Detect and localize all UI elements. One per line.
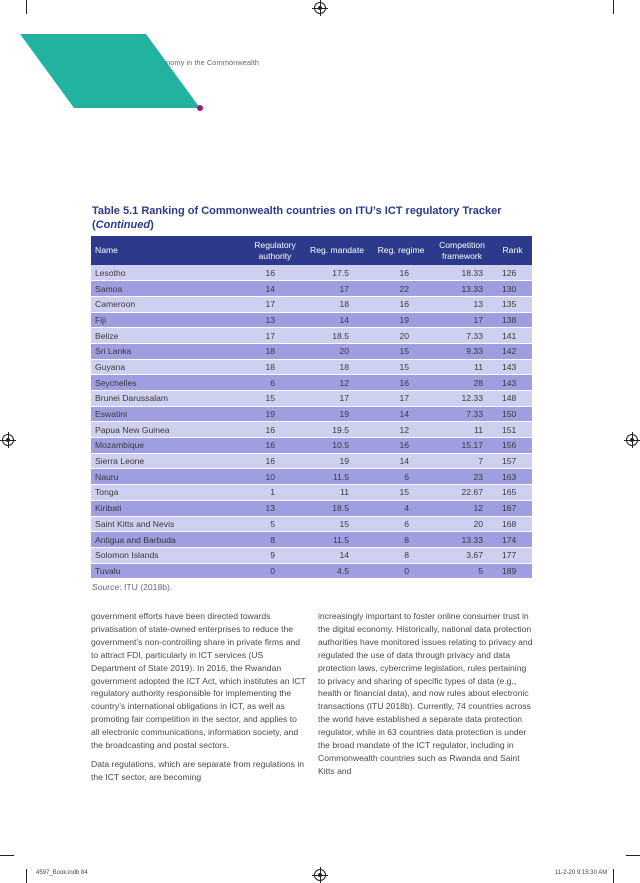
cell-regime: 15 [371, 343, 431, 359]
cell-name: Solomon Islands [91, 547, 247, 563]
table-row [91, 265, 532, 281]
cell-mandate: 11.5 [303, 532, 371, 548]
cell-authority: 1 [247, 485, 303, 501]
cell-authority: 13 [247, 500, 303, 516]
table-row [91, 453, 532, 469]
cell-rank: 126 [493, 265, 532, 281]
cell-rank: 141 [493, 328, 532, 344]
body-paragraph: increasingly important to foster online consumer trust in the digital economy. Historically, national data protection authorities have monitored issues relating to privacy and regulated the use of data through privacy and data protection laws, cybercrime legislation, rules pertaining to privacy and sharing of specific types of data (e.g., health or financial data), and now rules about electronic transactions (ITU 2018b). Currently, 74 countries across the world have established a separate data protection regulator, while in 63 countries data protection is under the broad mandate of the ICT regulator, including in Commonwealth countries such as Rwanda and Saint Kitts and [318, 611, 533, 776]
cell-name: Samoa [91, 281, 247, 297]
registration-mark-icon [2, 434, 14, 446]
table-row [91, 406, 532, 422]
cell-mandate: 19.5 [303, 422, 371, 438]
header-reg-mandate: Reg. mandate [303, 236, 371, 265]
cell-rank: 163 [493, 469, 532, 485]
cell-regime: 4 [371, 500, 431, 516]
cell-competition: 7.33 [431, 328, 493, 344]
body-column-right [318, 610, 534, 784]
table-title-paren-close: ) [150, 219, 154, 231]
cell-regime: 14 [371, 406, 431, 422]
footer-timestamp: 11-2-20 9:15:30 AM [555, 870, 608, 876]
cell-mandate: 14 [303, 312, 371, 328]
cell-regime: 15 [371, 485, 431, 501]
source-label: Source [92, 582, 120, 592]
cell-name: Cameroon [91, 296, 247, 312]
cell-rank: 174 [493, 532, 532, 548]
cell-name: Belize [91, 328, 247, 344]
cell-mandate: 18.5 [303, 328, 371, 344]
cell-regime: 22 [371, 281, 431, 297]
cell-regime: 16 [371, 296, 431, 312]
registration-mark-icon [314, 2, 326, 14]
cell-regime: 17 [371, 391, 431, 407]
cell-authority: 10 [247, 469, 303, 485]
cell-mandate: 19 [303, 406, 371, 422]
cell-mandate: 17 [303, 281, 371, 297]
cell-rank: 157 [493, 453, 532, 469]
table-title-paren-open: ( [92, 219, 96, 231]
crop-mark [626, 855, 640, 856]
cell-mandate: 15 [303, 516, 371, 532]
cell-authority: 18 [247, 343, 303, 359]
cell-authority: 16 [247, 438, 303, 454]
cell-regime: 12 [371, 422, 431, 438]
table-title-continued: Continued [95, 219, 151, 231]
cell-name: Tuvalu [91, 563, 247, 579]
cell-name: Kiribati [91, 500, 247, 516]
body-column-left [91, 610, 307, 790]
header-name: Name [91, 236, 247, 265]
cell-regime: 15 [371, 359, 431, 375]
cell-rank: 138 [493, 312, 532, 328]
cell-competition: 23 [431, 469, 493, 485]
table-row [91, 563, 532, 579]
cell-competition: 18.33 [431, 265, 493, 281]
cell-authority: 5 [247, 516, 303, 532]
cell-name: Papua New Guinea [91, 422, 247, 438]
cell-mandate: 17 [303, 391, 371, 407]
cell-authority: 16 [247, 453, 303, 469]
table-title-main: Table 5.1 Ranking of Commonwealth countries on ITU’s ICT regulatory Tracker [92, 205, 502, 217]
crop-mark [26, 869, 27, 883]
cell-rank: 143 [493, 375, 532, 391]
cell-regime: 20 [371, 328, 431, 344]
cell-competition: 12 [431, 500, 493, 516]
cell-competition: 7 [431, 453, 493, 469]
crop-mark [0, 855, 14, 856]
cell-name: Tonga [91, 485, 247, 501]
table-row [91, 422, 532, 438]
cell-name: Eswatini [91, 406, 247, 422]
cell-name: Sri Lanka [91, 343, 247, 359]
table-row [91, 547, 532, 563]
cell-mandate: 20 [303, 343, 371, 359]
table-row [91, 296, 532, 312]
cell-authority: 14 [247, 281, 303, 297]
cell-competition: 28 [431, 375, 493, 391]
cell-competition: 3.67 [431, 547, 493, 563]
header-reg-regime: Reg. regime [371, 236, 431, 265]
cell-regime: 6 [371, 469, 431, 485]
cell-name: Saint Kitts and Nevis [91, 516, 247, 532]
cell-name: Lesotho [91, 265, 247, 281]
cell-authority: 17 [247, 296, 303, 312]
cell-authority: 6 [247, 375, 303, 391]
cell-name: Antigua and Barbuda [91, 532, 247, 548]
cell-authority: 16 [247, 265, 303, 281]
cell-name: Fiji [91, 312, 247, 328]
cell-authority: 17 [247, 328, 303, 344]
header-parallelogram-icon [0, 34, 210, 112]
cell-competition: 9.33 [431, 343, 493, 359]
cell-rank: 142 [493, 343, 532, 359]
cell-rank: 156 [493, 438, 532, 454]
cell-competition: 13 [431, 296, 493, 312]
cell-authority: 13 [247, 312, 303, 328]
cell-mandate: 18 [303, 296, 371, 312]
registration-mark-icon [314, 869, 326, 881]
table-row [91, 516, 532, 532]
cell-competition: 13.33 [431, 281, 493, 297]
cell-rank: 150 [493, 406, 532, 422]
header-competition-framework: Competition framework [431, 236, 493, 265]
crop-mark [613, 0, 614, 14]
cell-regime: 16 [371, 375, 431, 391]
cell-regime: 8 [371, 547, 431, 563]
table-row [91, 343, 532, 359]
cell-regime: 0 [371, 563, 431, 579]
cell-competition: 11 [431, 422, 493, 438]
cell-competition: 11 [431, 359, 493, 375]
cell-rank: 135 [493, 296, 532, 312]
table-row [91, 485, 532, 501]
body-paragraph: Data regulations, which are separate from regulations in the ICT sector, are becoming [91, 758, 305, 782]
table-row [91, 312, 532, 328]
cell-competition: 20 [431, 516, 493, 532]
table-row [91, 438, 532, 454]
cell-name: Nauru [91, 469, 247, 485]
cell-authority: 0 [247, 563, 303, 579]
cell-mandate: 11 [303, 485, 371, 501]
cell-mandate: 17.5 [303, 265, 371, 281]
cell-competition: 17 [431, 312, 493, 328]
cell-competition: 7.33 [431, 406, 493, 422]
table-row [91, 532, 532, 548]
cell-competition: 12.33 [431, 391, 493, 407]
cell-mandate: 18.5 [303, 500, 371, 516]
table-row [91, 281, 532, 297]
cell-mandate: 4.5 [303, 563, 371, 579]
cell-rank: 177 [493, 547, 532, 563]
table-row [91, 391, 532, 407]
table-title [92, 204, 532, 232]
table-row [91, 359, 532, 375]
table-row [91, 375, 532, 391]
table-header-row [91, 236, 532, 265]
cell-competition: 13.33 [431, 532, 493, 548]
cell-authority: 16 [247, 422, 303, 438]
cell-rank: 148 [493, 391, 532, 407]
source-text: : ITU (2018b). [119, 582, 173, 592]
cell-name: Mozambique [91, 438, 247, 454]
cell-name: Seychelles [91, 375, 247, 391]
ict-tracker-table [91, 236, 532, 579]
cell-name: Brunei Darussalam [91, 391, 247, 407]
cell-mandate: 12 [303, 375, 371, 391]
cell-mandate: 10.5 [303, 438, 371, 454]
cell-mandate: 11.5 [303, 469, 371, 485]
table-source [92, 582, 172, 592]
cell-rank: 151 [493, 422, 532, 438]
table-row [91, 469, 532, 485]
cell-rank: 189 [493, 563, 532, 579]
cell-regime: 8 [371, 532, 431, 548]
cell-authority: 19 [247, 406, 303, 422]
cell-authority: 9 [247, 547, 303, 563]
cell-mandate: 14 [303, 547, 371, 563]
cell-rank: 168 [493, 516, 532, 532]
cell-rank: 167 [493, 500, 532, 516]
cell-authority: 8 [247, 532, 303, 548]
cell-competition: 15.17 [431, 438, 493, 454]
cell-competition: 5 [431, 563, 493, 579]
header-rank: Rank [493, 236, 532, 265]
cell-mandate: 19 [303, 453, 371, 469]
cell-rank: 130 [493, 281, 532, 297]
header-regulatory-authority: Regulatory authority [247, 236, 303, 265]
crop-mark [26, 0, 27, 14]
table-row [91, 328, 532, 344]
cell-name: Guyana [91, 359, 247, 375]
crop-mark [613, 869, 614, 883]
registration-mark-icon [626, 434, 638, 446]
cell-regime: 16 [371, 438, 431, 454]
footer-file-name: 4597_Book.indb 84 [36, 870, 88, 876]
cell-regime: 6 [371, 516, 431, 532]
running-head: nomy in the Commonwealth [166, 58, 259, 67]
cell-mandate: 18 [303, 359, 371, 375]
cell-regime: 19 [371, 312, 431, 328]
table-row [91, 500, 532, 516]
cell-rank: 143 [493, 359, 532, 375]
cell-authority: 18 [247, 359, 303, 375]
body-paragraph: government efforts have been directed towards privatisation of state-owned enterprises to reduce the government’s non-controlling share in private firms and to attract FDI, particularly in ICT services (US Department of State 2019). In 2016, the Rwandan government adopted the ICT Act, which institutes an ICT regulatory authority responsible for implementing the country’s international obligations in ICT, as well as promoting fair competition in the sector, and applies to all electronic communications, information society, and the broadcasting and postal sectors. [91, 611, 306, 751]
cell-regime: 14 [371, 453, 431, 469]
cell-competition: 22.67 [431, 485, 493, 501]
cell-rank: 165 [493, 485, 532, 501]
cell-name: Sierra Leone [91, 453, 247, 469]
cell-regime: 16 [371, 265, 431, 281]
cell-authority: 15 [247, 391, 303, 407]
